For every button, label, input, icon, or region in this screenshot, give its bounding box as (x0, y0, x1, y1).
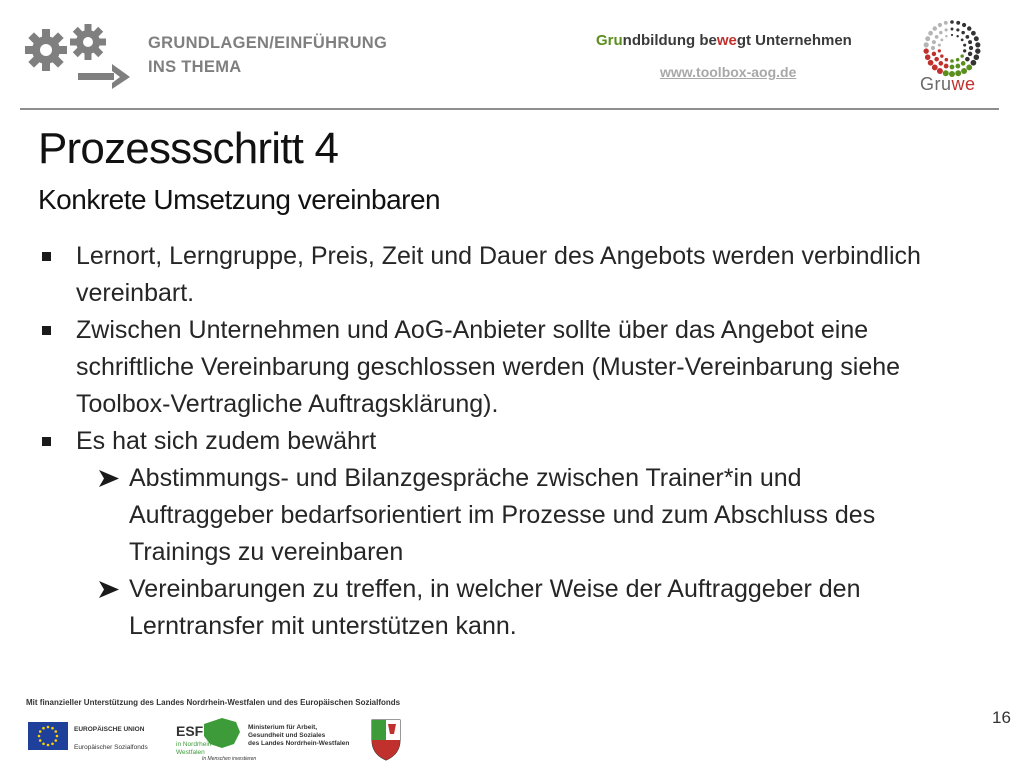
page-title: Prozessschritt 4 (38, 124, 339, 173)
esf-sub1: in Nordrhein- (176, 741, 214, 748)
section-label (148, 31, 387, 79)
logo-dot (951, 28, 954, 31)
project-title-part: gt Unternehmen (736, 32, 852, 49)
eu-star (47, 744, 50, 747)
logo-dot (932, 40, 936, 44)
eu-star (39, 730, 42, 733)
logo-dot (955, 64, 960, 69)
page-number: 16 (992, 708, 1011, 727)
logo-dot (950, 65, 955, 70)
logo-dot (971, 60, 977, 66)
logo-dot (969, 46, 973, 50)
logo-dot (938, 23, 942, 27)
sub-bullet-text: Abstimmungs- und Bilanzgespräche zwischen Trainer*in und Auftraggeber bedarfsorientiert im Prozesse und zum Abschluss des Trainings zu vereinbaren (129, 464, 876, 566)
logo-dot (951, 34, 953, 36)
logo-dot (956, 21, 960, 25)
logo-dot (923, 48, 928, 53)
arrow-bullet-icon (96, 460, 122, 497)
arrow-bullet-icon (96, 571, 122, 608)
logo-dot (938, 49, 941, 52)
ministry-line1: Ministerium für Arbeit, (248, 724, 318, 731)
eu-star (42, 727, 45, 730)
project-title-part: ndbildung be (622, 32, 717, 49)
logo-dot (933, 26, 937, 30)
logo-dot (961, 31, 964, 34)
logo-dot (974, 36, 979, 41)
bullet-text: Es hat sich zudem bewährt (76, 427, 377, 455)
logo-dot (963, 44, 966, 47)
ministry-line3: des Landes Nordrhein-Westfalen (248, 740, 350, 747)
logo-dot (963, 49, 966, 52)
project-title-part: we (716, 32, 737, 49)
gruwe-wordmark-a: Gru (920, 74, 952, 94)
logo-dot (935, 35, 939, 39)
logo-dot (945, 35, 947, 37)
sub-bullet-item (38, 571, 938, 645)
logo-dot (932, 65, 938, 71)
logo-dot (967, 26, 971, 30)
eu-star (51, 727, 54, 730)
section-label-line1: GRUNDLAGEN/EINFÜHRUNG (148, 34, 388, 52)
eu-star (47, 726, 50, 729)
logo-dot (932, 52, 936, 56)
esf-label: ESF (176, 723, 204, 739)
eu-line1: EUROPÄISCHE UNION (74, 726, 145, 733)
logo-dot (975, 42, 980, 47)
logo-dot (956, 58, 960, 62)
bullet-text: Lernort, Lerngruppe, Preis, Zeit und Dauer des Angebots werden verbindlich vereinbart. (76, 242, 921, 307)
logo-dot (961, 39, 964, 42)
logo-dot (956, 35, 958, 37)
funding-note: Mit finanzieller Unterstützung des Landes Nordrhein-Westfalen und des Europäischen Sozialfonds (26, 698, 401, 707)
logo-dot (956, 28, 959, 31)
project-title-part: Gru (596, 32, 623, 49)
esf-sub2: Westfalen (176, 749, 205, 756)
logo-dot (934, 57, 939, 62)
logo-dot (939, 31, 942, 34)
logo-dot (965, 35, 969, 39)
bullet-item (38, 312, 938, 423)
header-divider (20, 108, 999, 110)
logo-dot (940, 39, 943, 42)
logo-dot (961, 61, 966, 66)
logo-dot (938, 44, 941, 47)
eu-star (39, 739, 42, 742)
gruwe-wordmark (920, 74, 976, 95)
logo-dot (971, 31, 976, 36)
logo-dot (968, 40, 972, 44)
bullet-item (38, 238, 938, 312)
logo-dot (945, 58, 949, 62)
section-label-line2: INS THEMA (148, 58, 242, 76)
project-url-link[interactable]: www.toolbox-aog.de (660, 64, 797, 80)
logo-dot (945, 28, 948, 31)
logo-dot (944, 21, 948, 25)
eu-line2: Europäischer Sozialfonds (74, 744, 148, 751)
bullet-item (38, 423, 938, 460)
content-list (38, 238, 938, 645)
logo-dot (944, 64, 949, 69)
logo-dot (974, 54, 980, 60)
logo-dot (924, 42, 929, 47)
bullet-text: Zwischen Unternehmen und AoG-Anbieter sollte über das Angebot eine schriftliche Vereinbarung geschlossen werden (Muster-Vereinbarung siehe Toolbox-Vertragliche Auftragsklärung). (76, 316, 901, 418)
logo-dot (931, 46, 935, 50)
gears-arrow-icon (20, 22, 135, 92)
eu-star (54, 739, 57, 742)
logo-dot (965, 57, 970, 62)
logo-dot (928, 60, 934, 66)
sub-bullet-text: Vereinbarungen zu treffen, in welcher Weise der Auftraggeber den Lerntransfer mit unterstützen kann. (129, 575, 861, 640)
logo-dot (962, 23, 966, 27)
esf-slogan: In Menschen investieren (202, 756, 257, 762)
ministry-line2: Gesundheit und Soziales (248, 732, 326, 739)
logo-dot (975, 48, 980, 53)
logo-dot (925, 54, 931, 60)
logo-dot (938, 61, 943, 66)
logo-dot (968, 52, 972, 56)
logo-dot (925, 36, 930, 41)
eu-star (51, 742, 54, 745)
page-subtitle: Konkrete Umsetzung vereinbaren (38, 184, 441, 215)
project-title (596, 32, 852, 49)
eu-star (54, 730, 57, 733)
eu-flag-icon (28, 722, 68, 750)
gruwe-wordmark-b: we (951, 74, 976, 94)
logo-dot (928, 31, 933, 36)
logo-dot (960, 54, 963, 57)
eu-star (38, 735, 41, 738)
logo-dot (940, 54, 943, 57)
nrw-coat-of-arms-icon (372, 720, 400, 760)
eu-star (42, 742, 45, 745)
logo-dot (950, 20, 954, 24)
eu-star (56, 735, 59, 738)
logo-dot (950, 59, 954, 63)
funding-logos (26, 714, 406, 762)
logo-dot (966, 65, 972, 71)
sub-bullet-item (38, 460, 938, 571)
